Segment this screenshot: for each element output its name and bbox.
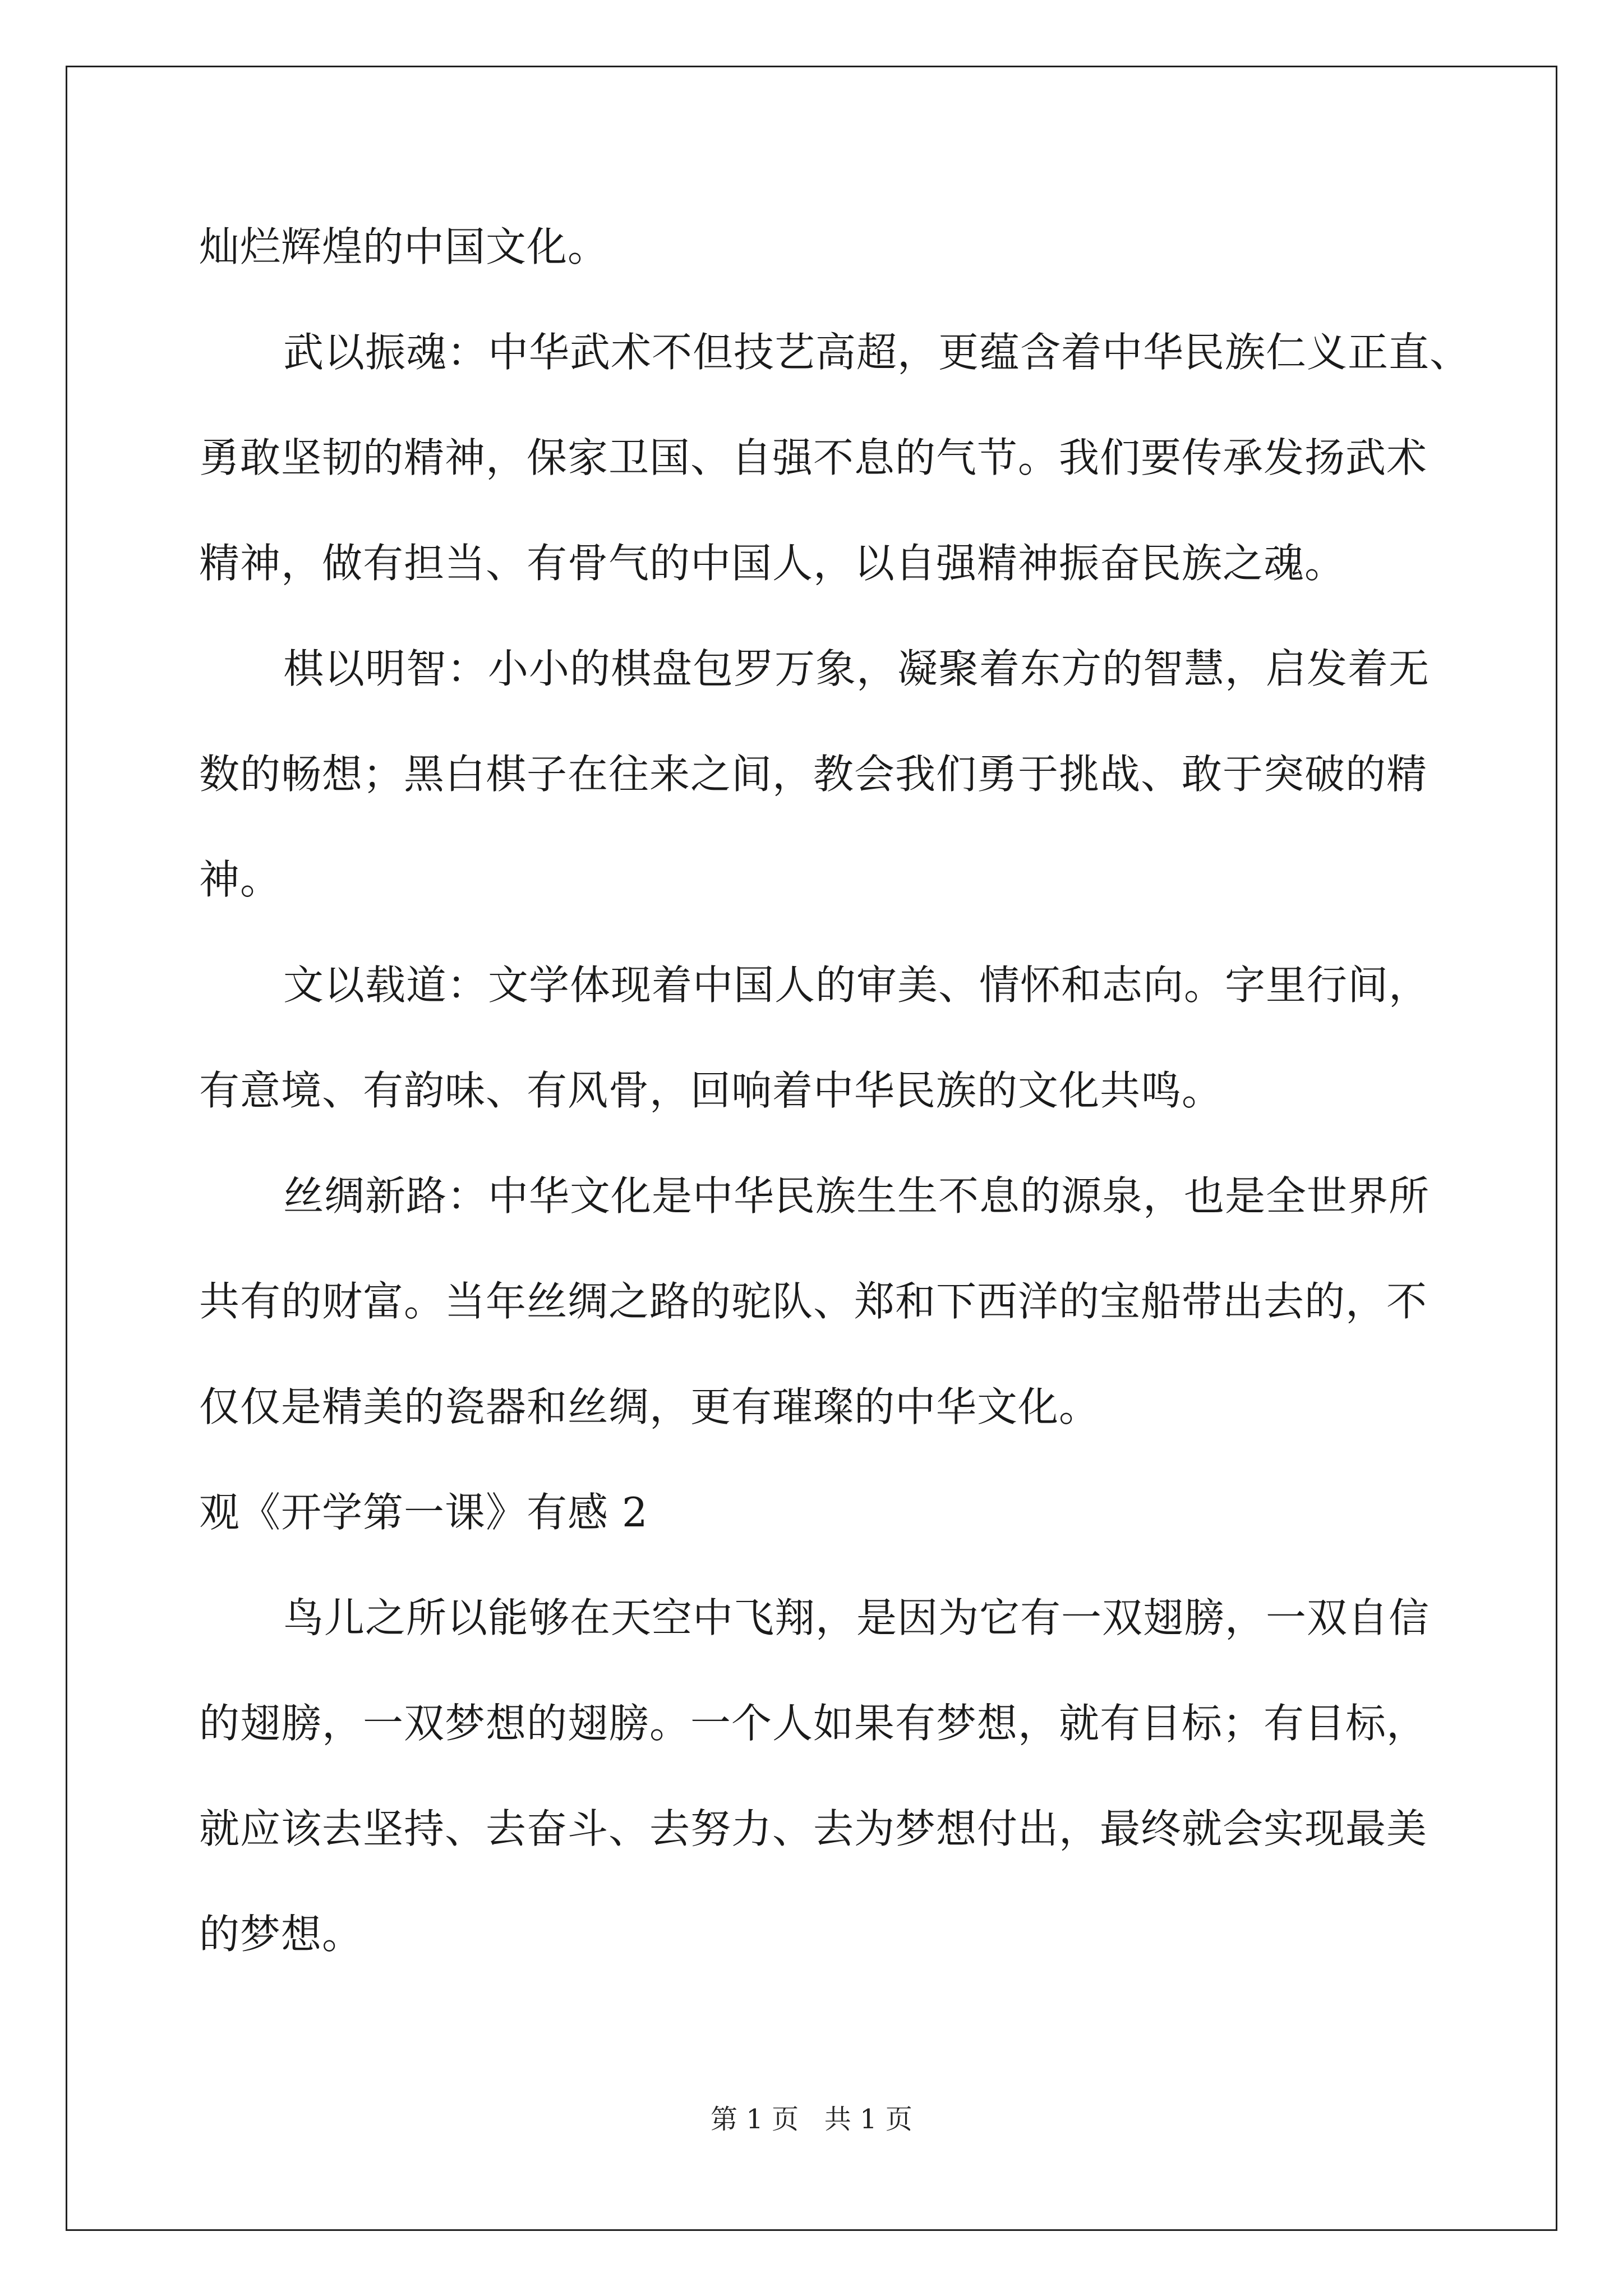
paragraph-start-line: 棋以明智：小小的棋盘包罗万象，凝聚着东方的智慧，启发着无: [283, 645, 1430, 692]
text-line: 灿烂辉煌的中国文化。: [199, 223, 609, 270]
text-line: 勇敢坚韧的精神，保家卫国、自强不息的气节。我们要传承发扬武术: [199, 434, 1428, 481]
text-line: 神。: [199, 856, 282, 903]
paragraph-start-line: 文以载道：文学体现着中国人的审美、情怀和志向。字里行间，: [283, 961, 1430, 1009]
text-line: 就应该去坚持、去奋斗、去努力、去为梦想付出，最终就会实现最美: [199, 1805, 1428, 1852]
text-line: 数的畅想；黑白棋子在往来之间，教会我们勇于挑战、敢于突破的精: [199, 751, 1428, 798]
text-line: 的翅膀，一双梦想的翅膀。一个人如果有梦想，就有目标；有目标，: [199, 1700, 1428, 1747]
text-line: 共有的财富。当年丝绸之路的驼队、郑和下西洋的宝船带出去的，不: [199, 1278, 1428, 1325]
paragraph-start-line: 武以振魂：中华武术不但技艺高超，更蕴含着中华民族仁义正直、: [283, 329, 1471, 376]
section-heading: 观《开学第一课》有感 2: [199, 1489, 648, 1536]
text-line: 的梦想。: [199, 1911, 363, 1958]
text-line: 仅仅是精美的瓷器和丝绸，更有璀璨的中华文化。: [199, 1383, 1100, 1430]
page-footer: 第 1 页 共 1 页: [711, 2104, 912, 2135]
paragraph-start-line: 丝绸新路：中华文化是中华民族生生不息的源泉，也是全世界所: [283, 1172, 1430, 1220]
text-line: 精神，做有担当、有骨气的中国人，以自强精神振奋民族之魂。: [199, 540, 1346, 587]
paragraph-start-line: 鸟儿之所以能够在天空中飞翔，是因为它有一双翅膀，一双自信: [283, 1594, 1430, 1641]
text-line: 有意境、有韵味、有风骨，回响着中华民族的文化共鸣。: [199, 1067, 1223, 1114]
document-body: [199, 220, 1471, 1961]
